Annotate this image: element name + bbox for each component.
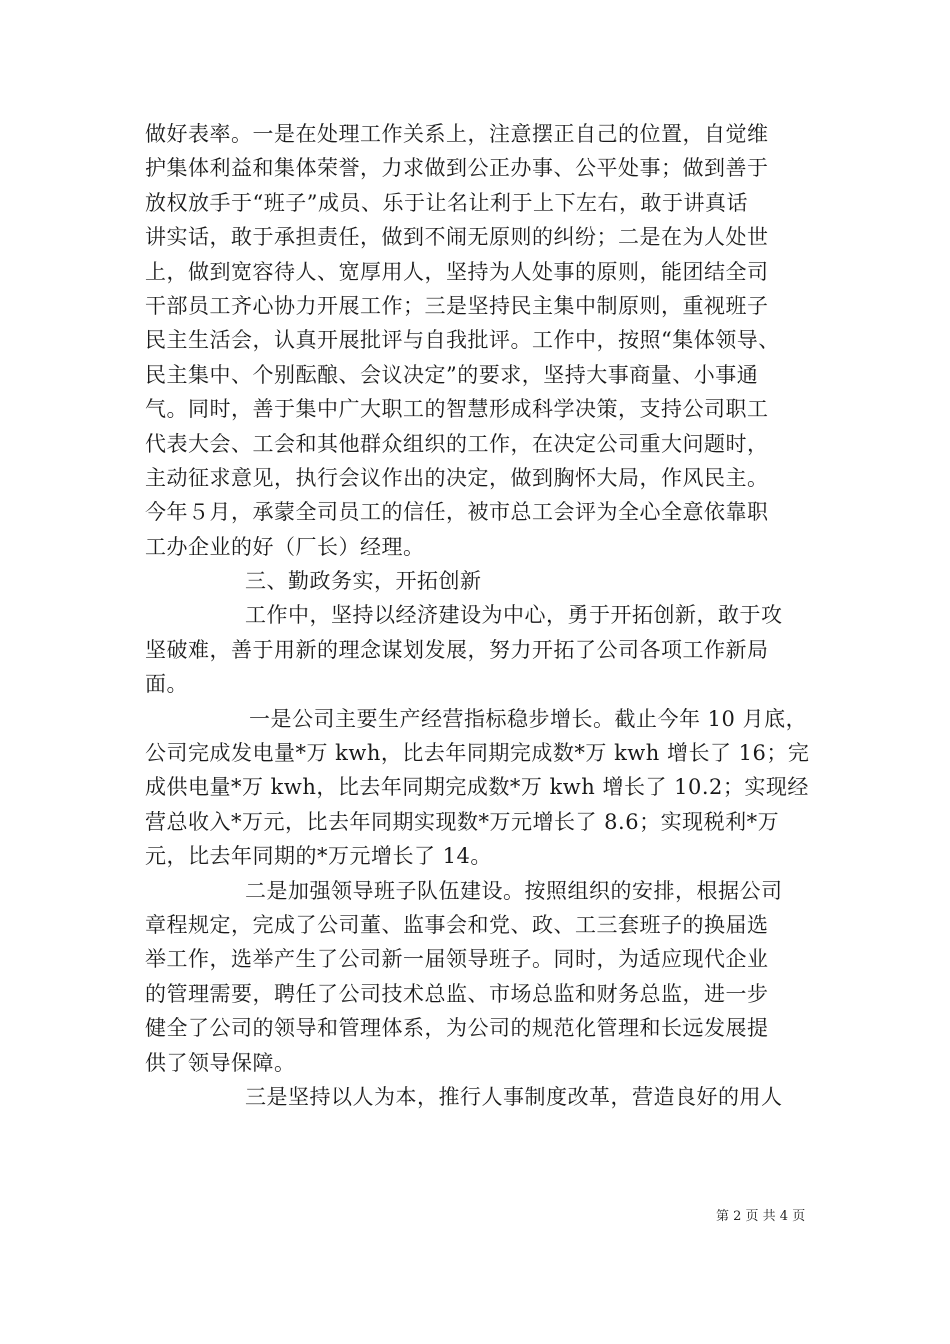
body-text (145, 117, 813, 1114)
text-line: 放权放手于“班子”成员、乐于让名让利于上下左右，敢于讲真话 (145, 190, 748, 215)
paragraph-start: 一是公司主要生产经营指标稳步增长。截止今年 10 月底， (249, 706, 808, 731)
text-line: 公司完成发电量*万 kwh，比去年同期完成数*万 kwh 增长了 16；完 (145, 741, 810, 766)
text-line: 上，做到宽容待人、宽厚用人，坚持为人处事的原则，能团结全司 (145, 259, 769, 284)
page-number: 第 2 页 共 4 页 (716, 1209, 806, 1224)
text-line: 营总收入*万元，比去年同期实现数*万元增长了 8.6；实现税利*万 (145, 809, 780, 834)
section-heading: 三、勤政务实，开拓创新 (245, 569, 482, 594)
text-line: 做好表率。一是在处理工作关系上，注意摆正自己的位置，自觉维 (145, 122, 769, 146)
paragraph-start: 三是坚持以人为本，推行人事制度改革，营造良好的用人 (245, 1084, 783, 1109)
text-line: 民主集中、个别酝酿、会议决定”的要求，坚持大事商量、小事通 (145, 362, 759, 387)
text-line: 坚破难，善于用新的理念谋划发展，努力开拓了公司各项工作新局 (145, 637, 769, 662)
text-line: 成供电量*万 kwh，比去年同期完成数*万 kwh 增长了 10.2；实现经 (145, 775, 809, 800)
paragraph-start: 二是加强领导班子队伍建设。按照组织的安排，根据公司 (245, 878, 783, 903)
text-line: 今年５月，承蒙全司员工的信任，被市总工会评为全心全意依靠职 (145, 500, 769, 525)
text-line: 代表大会、工会和其他群众组织的工作，在决定公司重大问题时， (145, 431, 769, 456)
text-line: 面。 (145, 672, 188, 697)
text-line: 民主生活会，认真开展批评与自我批评。工作中，按照“集体领导、 (145, 328, 780, 353)
text-line: 气。同时，善于集中广大职工的智慧形成科学决策，支持公司职工 (145, 397, 769, 422)
text-line: 健全了公司的领导和管理体系，为公司的规范化管理和长远发展提 (145, 1016, 769, 1041)
text-line: 的管理需要，聘任了公司技术总监、市场总监和财务总监，进一步 (145, 981, 769, 1006)
text-line: 章程规定，完成了公司董、监事会和党、政、工三套班子的换届选 (145, 912, 769, 937)
text-line: 主动征求意见，执行会议作出的决定，做到胸怀大局，作风民主。 (145, 465, 769, 490)
paragraph-start: 工作中，坚持以经济建设为中心，勇于开拓创新，敢于攻 (245, 603, 783, 628)
text-line: 工办企业的好（厂长）经理。 (145, 534, 425, 559)
text-line: 元，比去年同期的*万元增长了 14。 (145, 844, 492, 869)
text-line: 干部员工齐心协力开展工作；三是坚持民主集中制原则，重视班子 (145, 293, 769, 318)
text-line: 护集体利益和集体荣誉，力求做到公正办事、公平处事；做到善于 (145, 156, 769, 181)
text-line: 举工作，选举产生了公司新一届领导班子。同时，为适应现代企业 (145, 947, 769, 972)
text-line: 供了领导保障。 (145, 1050, 296, 1075)
text-line: 讲实话，敢于承担责任，做到不闹无原则的纠纷；二是在为人处世 (145, 225, 769, 250)
